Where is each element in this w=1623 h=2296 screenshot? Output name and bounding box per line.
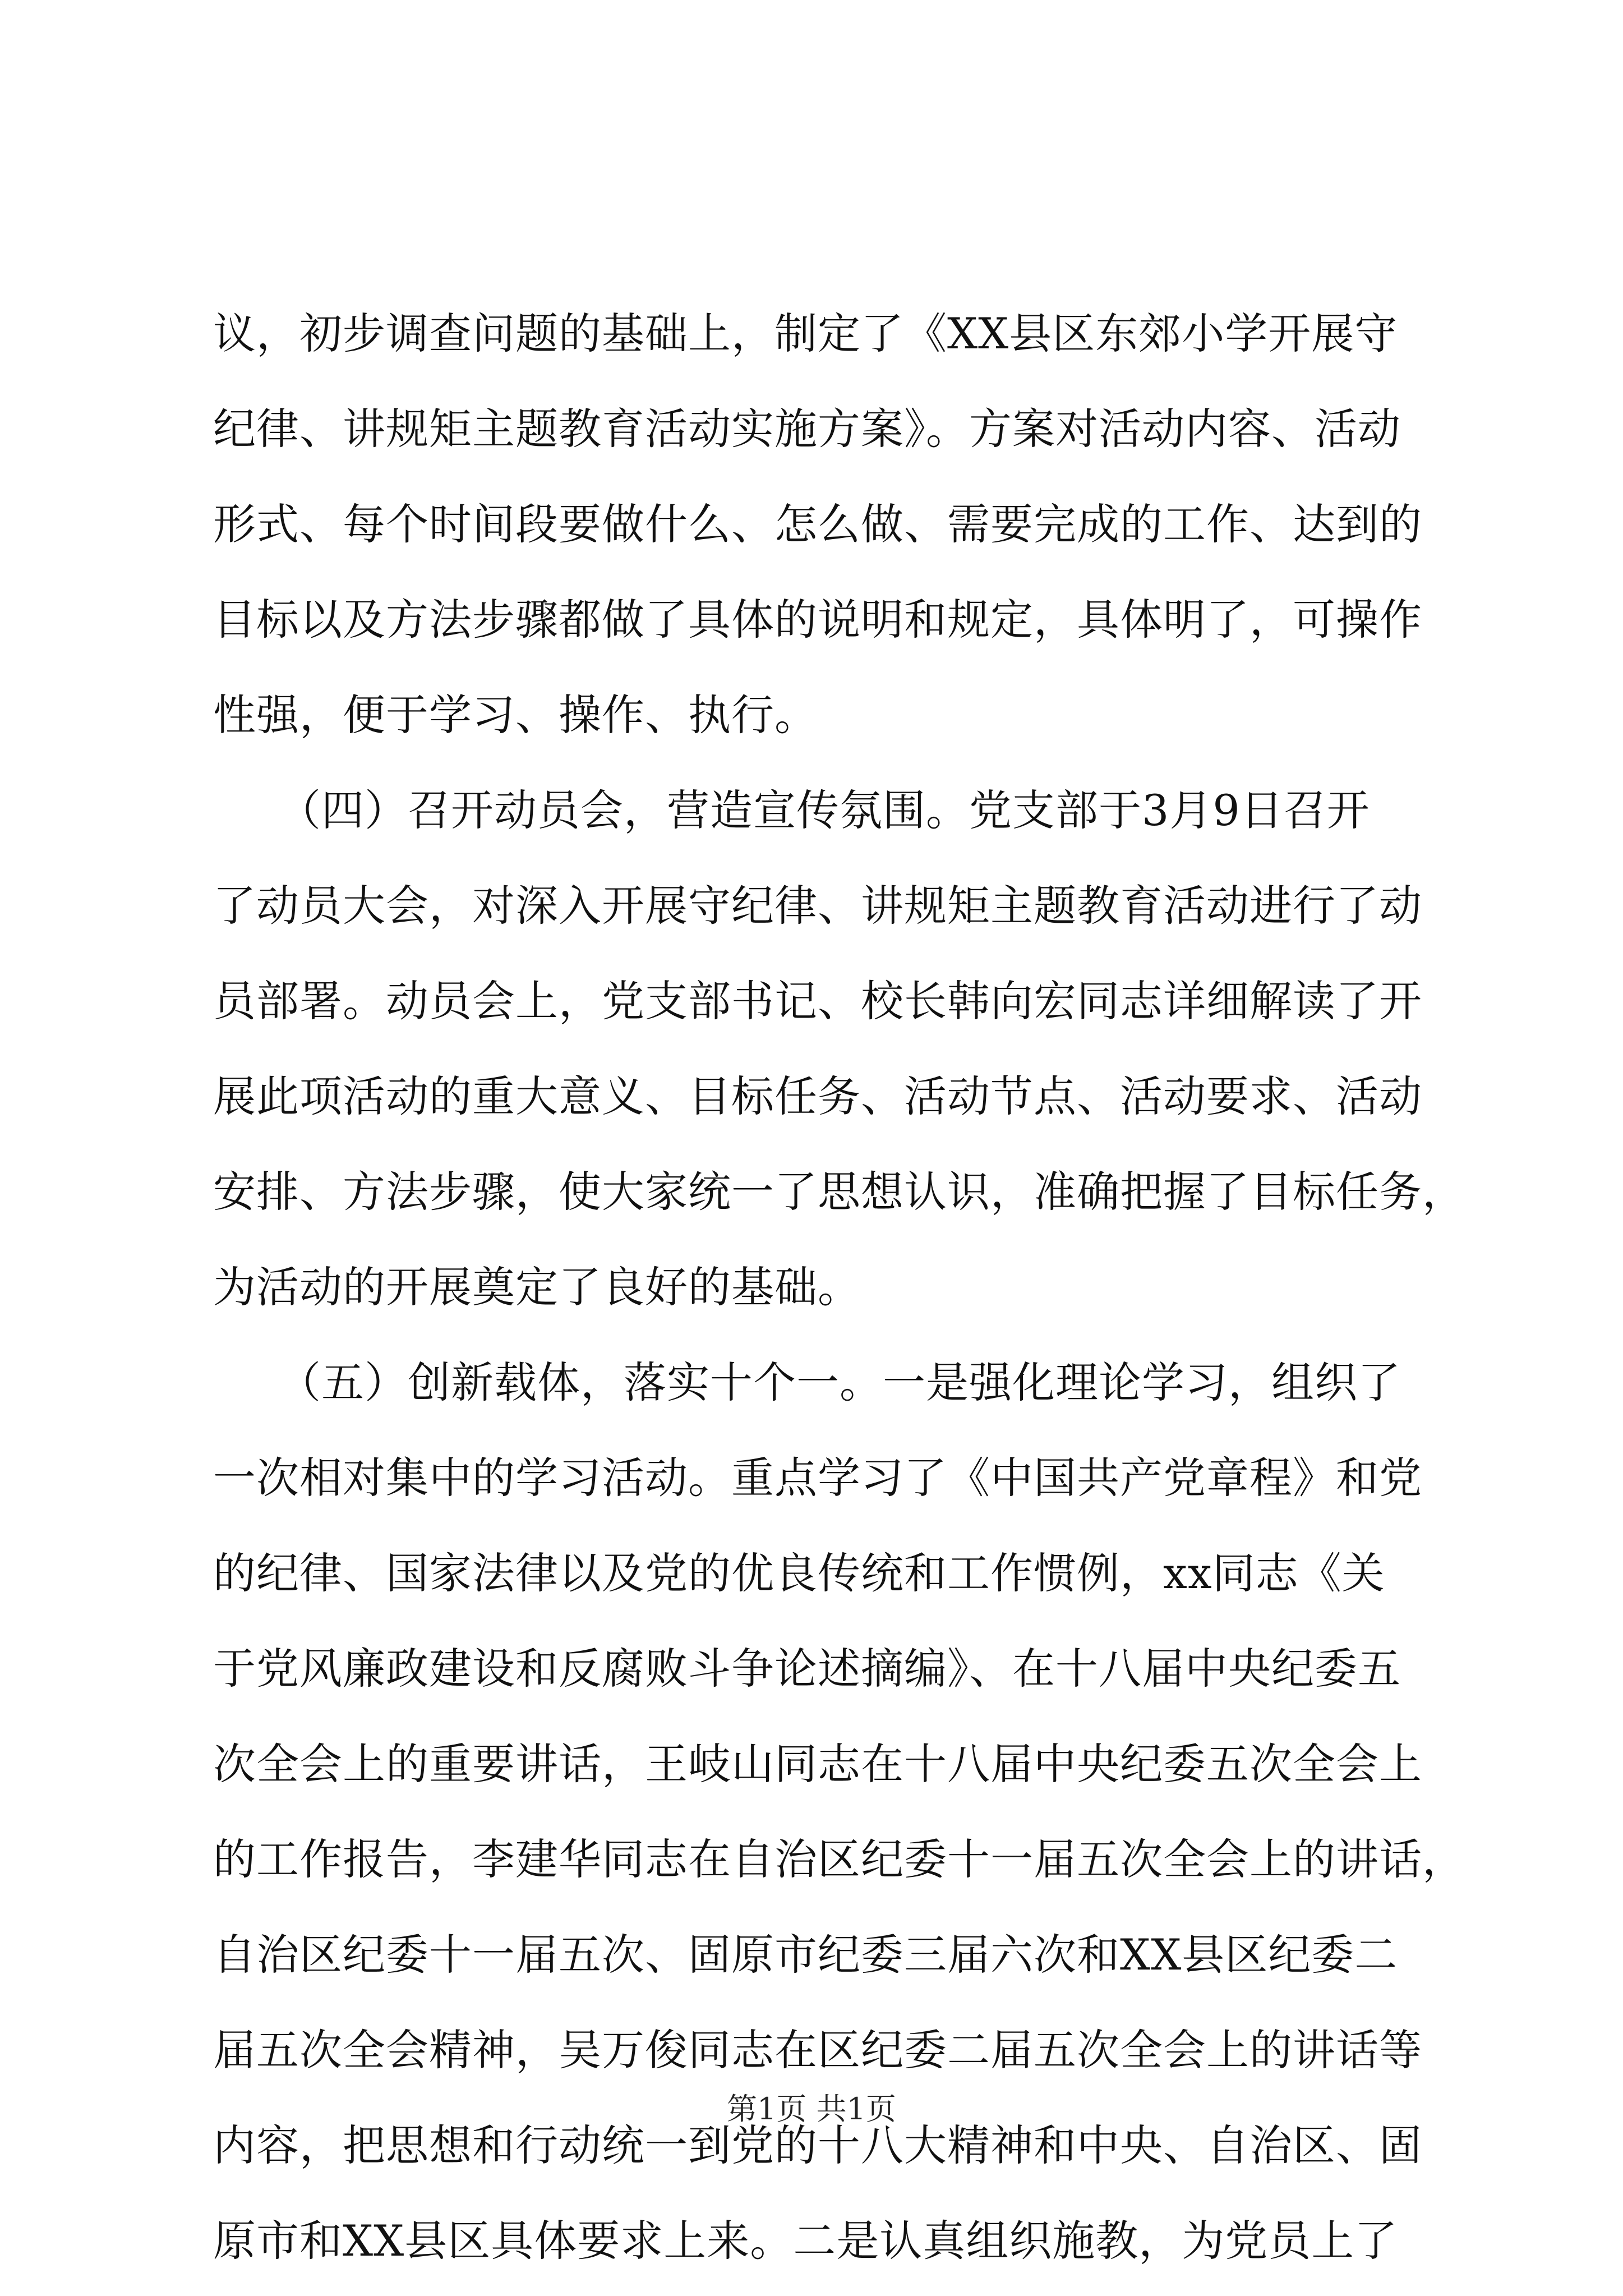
text-line: 纪律、讲规矩主题教育活动实施方案》。方案对活动内容、活动 (213, 404, 1401, 454)
text-line: 届五次全会精神，吴万俊同志在区纪委二届五次全会上的讲话等 (213, 2025, 1422, 2075)
text-line: 安排、方法步骤，使大家统一了思想认识，准确把握了目标任务， (213, 1167, 1465, 1217)
text-line: 次全会上的重要讲话，王岐山同志在十八届中央纪委五次全会上 (213, 1739, 1422, 1789)
body-text (213, 286, 1465, 2289)
text-line: 内容，把思想和行动统一到党的十八大精神和中央、自治区、固 (213, 2120, 1422, 2170)
text-line: 于党风廉政建设和反腐败斗争论述摘编》、在十八届中央纪委五 (213, 1644, 1401, 1694)
text-line: 原市和XX县区具体要求上来。二是认真组织施教，为党员上了 (213, 2216, 1398, 2266)
text-line: 的纪律、国家法律以及党的优良传统和工作惯例，xx同志《关 (213, 1548, 1385, 1598)
text-line: 员部署。动员会上，党支部书记、校长韩向宏同志详细解读了开 (213, 976, 1422, 1026)
text-line: 性强，便于学习、操作、执行。 (213, 690, 818, 740)
page-footer (0, 2087, 1623, 2132)
text-line: 为活动的开展奠定了良好的基础。 (213, 1262, 861, 1312)
text-line: 了动员大会，对深入开展守纪律、讲规矩主题教育活动进行了动 (213, 881, 1422, 931)
text-line: 自治区纪委十一届五次、固原市纪委三届六次和XX县区纪委二 (213, 1930, 1398, 1980)
text-line: 目标以及方法步骤都做了具体的说明和规定，具体明了，可操作 (213, 595, 1422, 645)
text-line: 的工作报告，李建华同志在自治区纪委十一届五次全会上的讲话， (213, 1834, 1465, 1884)
text-line: （五）创新载体，落实十个一。一是强化理论学习，组织了 (213, 1358, 1401, 1407)
text-line: 形式、每个时间段要做什么、怎么做、需要完成的工作、达到的 (213, 499, 1422, 549)
text-line: 一次相对集中的学习活动。重点学习了《中国共产党章程》和党 (213, 1453, 1422, 1503)
page-number-label: 第1页 共1页 (727, 2091, 896, 2127)
text-line: （四）召开动员会，营造宣传氛围。党支部于3月9日召开 (213, 785, 1370, 835)
text-line: 展此项活动的重大意义、目标任务、活动节点、活动要求、活动 (213, 1071, 1422, 1121)
text-line: 议，初步调查问题的基础上，制定了《XX县区东郊小学开展守 (213, 309, 1398, 358)
